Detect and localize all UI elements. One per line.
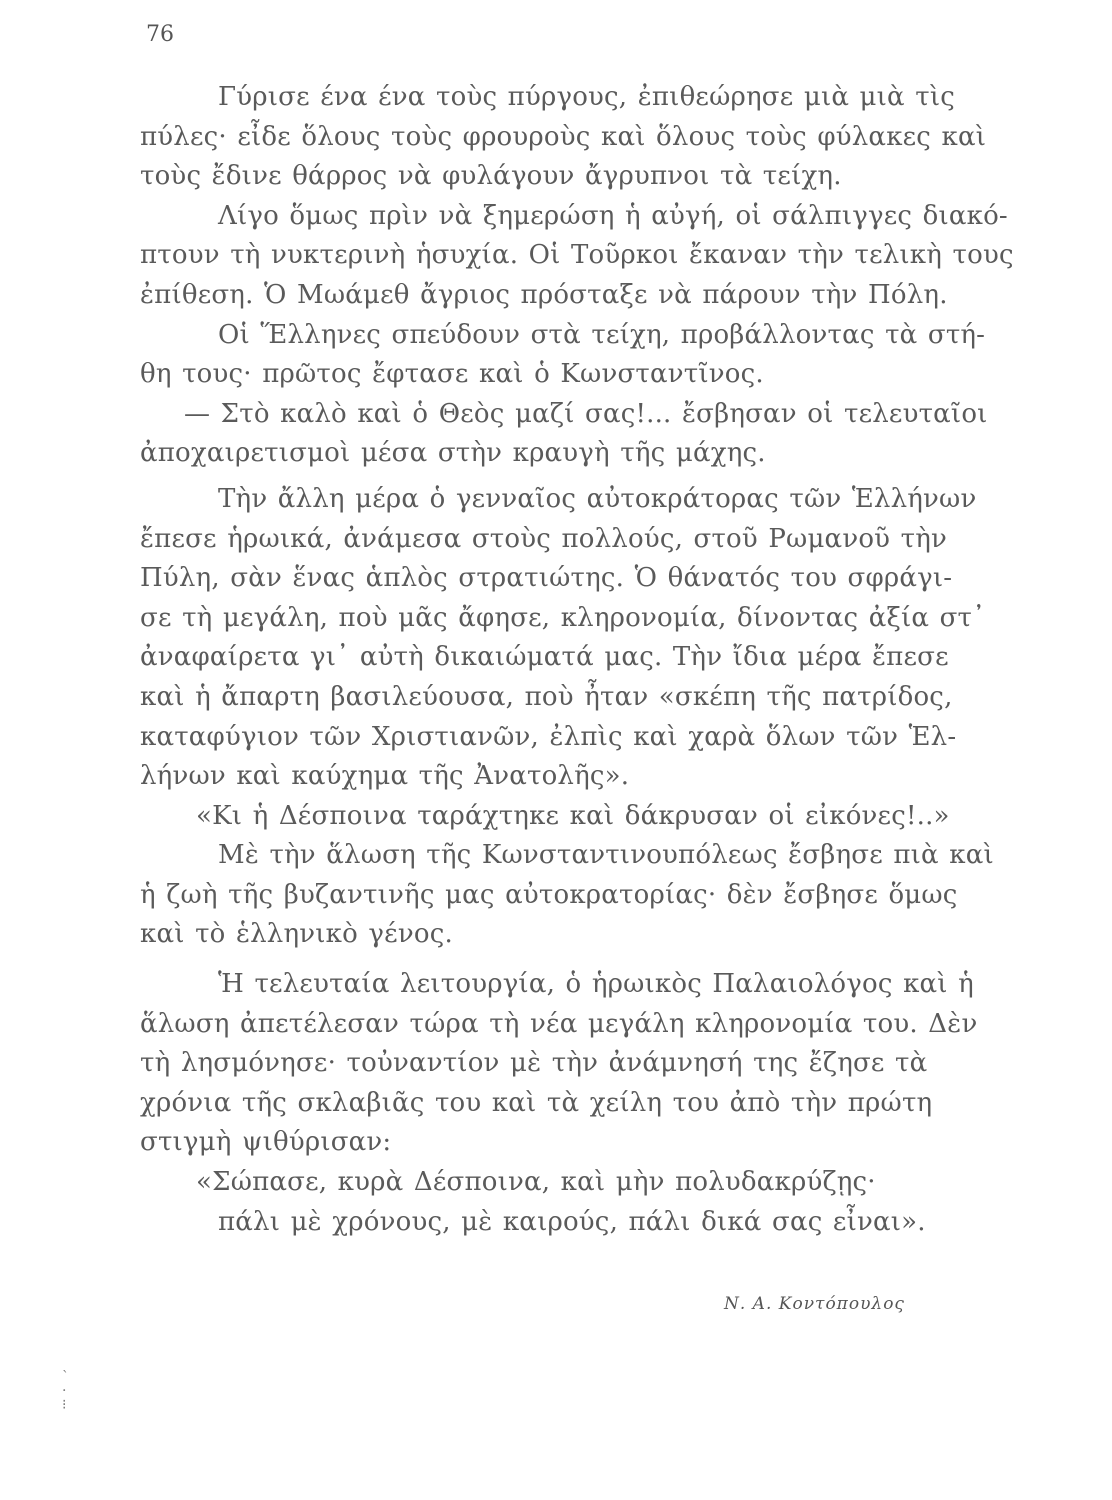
text-line: τὴ λησμόνησε· τοὐναντίον μὲ τὴν ἀνάμνησή της ἔζησε τὰ [140,1048,928,1079]
text-line: ἀναφαίρετα γι᾿ αὐτὴ δικαιώματά μας. Τὴν ἴδια μέρα ἔπεσε [140,642,949,673]
text-line: καὶ ἡ ἄπαρτη βασιλεύουσα, ποὺ ἦταν «σκέπη τῆς πατρίδος, [140,681,953,712]
text-line: πύλες· εἶδε ὅλους τοὺς φρουροὺς καὶ ὅλους τοὺς φύλακες καὶ [140,121,987,152]
text-line: Πύλη, σὰν ἕνας ἁπλὸς στρατιώτης. Ὁ θάνατός του σφράγι- [140,563,953,594]
text-line: Λίγο ὅμως πρὶν νὰ ξημερώση ἡ αὐγή, οἱ σάλπιγγες διακό- [218,200,1008,231]
text-line: χρόνια τῆς σκλαβιᾶς του καὶ τὰ χείλη του ἀπὸ τὴν πρώτη [140,1087,933,1118]
text-line: Οἱ Ἕλληνες σπεύδουν στὰ τείχη, προβάλλοντας τὰ στή- [218,319,986,350]
text-line: «Σώπασε, κυρὰ Δέσποινα, καὶ μὴν πολυδακρύζῃς· [196,1167,876,1198]
page-number: 76 [146,22,174,47]
text-line: πάλι μὲ χρόνους, μὲ καιρούς, πάλι δικά σας εἶναι». [218,1206,926,1237]
text-block [140,78,1014,1242]
text-line: ἔπεσε ἡρωικά, ἀνάμεσα στοὺς πολλούς, στοῦ Ρωμανοῦ τὴν [140,523,948,554]
text-line: Μὲ τὴν ἅλωση τῆς Κωνσταντινουπόλεως ἔσβησε πιὰ καὶ [218,840,994,871]
text-line: ἐπίθεση. Ὁ Μωάμεθ ἄγριος πρόσταξε νὰ πάρουν τὴν Πόλη. [140,279,948,310]
text-line: τοὺς ἔδινε θάρρος νὰ φυλάγουν ἄγρυπνοι τὰ τείχη. [140,161,842,192]
margin-marks: ` · ⁝ [62,1369,69,1413]
author-signature: Ν. Α. Κοντόπουλος [724,1294,905,1314]
text-line: λήνων καὶ καύχημα τῆς Ἀνατολῆς». [140,761,630,792]
text-line: ἅλωση ἀπετέλεσαν τώρα τὴ νέα μεγάλη κληρονομία του. Δὲν [140,1008,978,1039]
text-line: Γύρισε ένα ένα τοὺς πύργους, ἐπιθεώρησε μιὰ μιὰ τὶς [218,82,956,112]
text-line: καταφύγιον τῶν Χριστιανῶν, ἐλπὶς καὶ χαρὰ ὅλων τῶν Ἑλ- [140,721,957,752]
text-line: Ἡ τελευταία λειτουργία, ὁ ἡρωικὸς Παλαιολόγος καὶ ἡ [218,969,974,1000]
text-line: πτουν τὴ νυκτερινὴ ἡσυχία. Οἱ Τοῦρκοι ἔκαναν τὴν τελικὴ τους [140,240,1014,271]
text-line: — Στὸ καλὸ καὶ ὁ Θεὸς μαζί σας!... ἔσβησαν οἱ τελευταῖοι [184,398,988,429]
text-line: «Κι ἡ Δέσποινα ταράχτηκε καὶ δάκρυσαν οἱ εἰκόνες!..» [196,800,950,831]
text-line: καὶ τὸ ἑλληνικὸ γένος. [140,919,453,950]
text-line: ἡ ζωὴ τῆς βυζαντινῆς μας αὐτοκρατορίας· δὲν ἔσβησε ὅμως [140,879,958,910]
text-line: θη τους· πρῶτος ἔφτασε καὶ ὁ Κωνσταντῖνος. [140,359,764,390]
text-line: στιγμὴ ψιθύρισαν: [140,1127,392,1158]
text-line: Τὴν ἄλλη μέρα ὁ γενναῖος αὐτοκράτορας τῶν Ἑλλήνων [218,483,977,514]
text-line: σε τὴ μεγάλη, ποὺ μᾶς ἄφησε, κληρονομία, δίνοντας ἀξία στ᾿ [140,602,986,633]
text-line: ἀποχαιρετισμοὶ μέσα στὴν κραυγὴ τῆς μάχης. [140,438,766,469]
